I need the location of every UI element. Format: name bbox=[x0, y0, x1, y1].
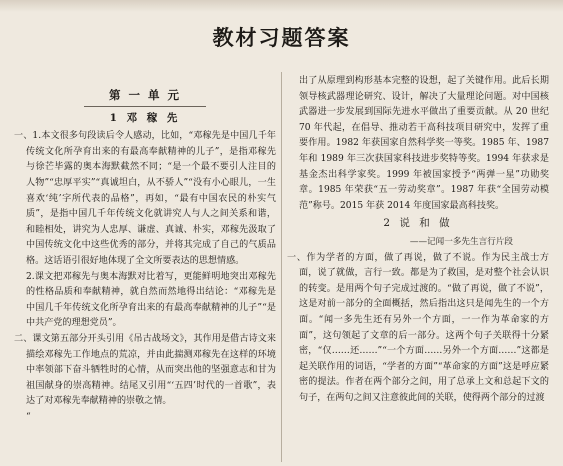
unit-title: 第 一 单 元 bbox=[108, 88, 181, 102]
lesson-title-2: 2 说 和 做 bbox=[383, 217, 453, 230]
answer-paragraph-cut: “ bbox=[26, 411, 31, 422]
answer-paragraph: 一、1.本文很多句段读后令人感动，比如，“邓稼先是中国几千年传统文化所孕育出来的有最高奉献精神的儿子”，是指邓稼先与徐芒毕露的奥本海默截然不同；“是一个最不要引人注目的人物”“忠厚平实”“真诚坦白，从不骄人”“没有小心眼儿，一生喜欢‘纯’字所代表的品格”，再如，“最有中国农民的朴实气质”，是指中国几千年传统文化就讲究人与人之间关系和谐，和睦相处，讲究为人忠厚、谦虚、真诚、朴实，邓稼先汲取了中国传统文化中这些优秀的部分，并将其完成了自己的气质品格。这话语引很好地体现了全文所要表达的思想情感。 bbox=[14, 131, 276, 266]
column-divider bbox=[281, 72, 282, 462]
answer-paragraph: 二、课文第五部分开头引用《吊古战场文》，其作用是借古诗文来描绘邓稼先工作地点的荒凉，并由此揣测邓稼先在这样的环境中率领部下奋斗牺牲时的心情，从而突出他的坚强意志和甘为祖国献身的崇高精神。结尾又引用“‘五四’时代的一首歌”，表达了对邓稼先奉献精神的崇敬之情。 bbox=[14, 333, 276, 407]
answer-paragraph: 2.课文把邓稼先与奥本海默对比着写，更能鲜明地突出邓稼先的性格品质和奉献精神，就自然而然地得出结论：“邓稼先是中国几千年传统文化所孕育出来的有最高奉献精神的儿子”“是中共产党的理想党员”。 bbox=[26, 271, 276, 329]
answer-paragraph: 出了从原理到构形基本完整的设想，起了关键作用。此后长期领导核武器理论研究、设计，解决了大量理论问题。对中国核武器进一步发展到国际先进水平做出了重要贡献。从 20 世纪 70 年代起，在倡导、推动若干高科技项目研究中，发挥了重要作用。1982 年获国家自然科学奖一等奖。1985 年、1987 年和 1989 年三次获国家科技进步奖特等奖。1994 年获求是基金杰出科学家奖。1999 年被国家授予“两弹一星”功勋奖章。1985 年荣获“五一劳动奖章”。1987 年获“全国劳动模范”称号。2015 年获 2014 年度国家最高科技奖。 bbox=[299, 76, 549, 211]
page-top-shadow bbox=[0, 0, 563, 12]
unit-title-rule bbox=[84, 106, 206, 107]
lesson-title-1: 1 邓 稼 先 bbox=[109, 111, 181, 124]
right-column bbox=[287, 74, 549, 406]
page-title: 教材习题答案 bbox=[212, 25, 351, 50]
left-column bbox=[14, 74, 276, 425]
answer-paragraph: 一、作为学者的方面，做了再说，做了不说。作为民主战士方面，说了就做，言行一致。都是为了救国，是对整个社会认识的转变。是用两个句子完成过渡的。“做了再说，做了不说”，这是对前一部分的全面概括，然后指出这只是闻先生的一个方面。“闻一多先生还有另外一个方面，一一作为革命家的方面”，这句领起了文章的后一部分。这两个句子关联得十分紧密，“仅……还……”“一个方面……另外一个方面……”这都是起关联作用的词语，“学者的方面”“革命家的方面”这是呼应紧密的提法。作者在两个部分之间，用了总承上文和总起下文的句子，在两句之间又注意彼此间的关联，使得两个部分的过渡 bbox=[287, 252, 549, 403]
lesson-subtitle: ——记闻一多先生言行片段 bbox=[409, 236, 513, 247]
